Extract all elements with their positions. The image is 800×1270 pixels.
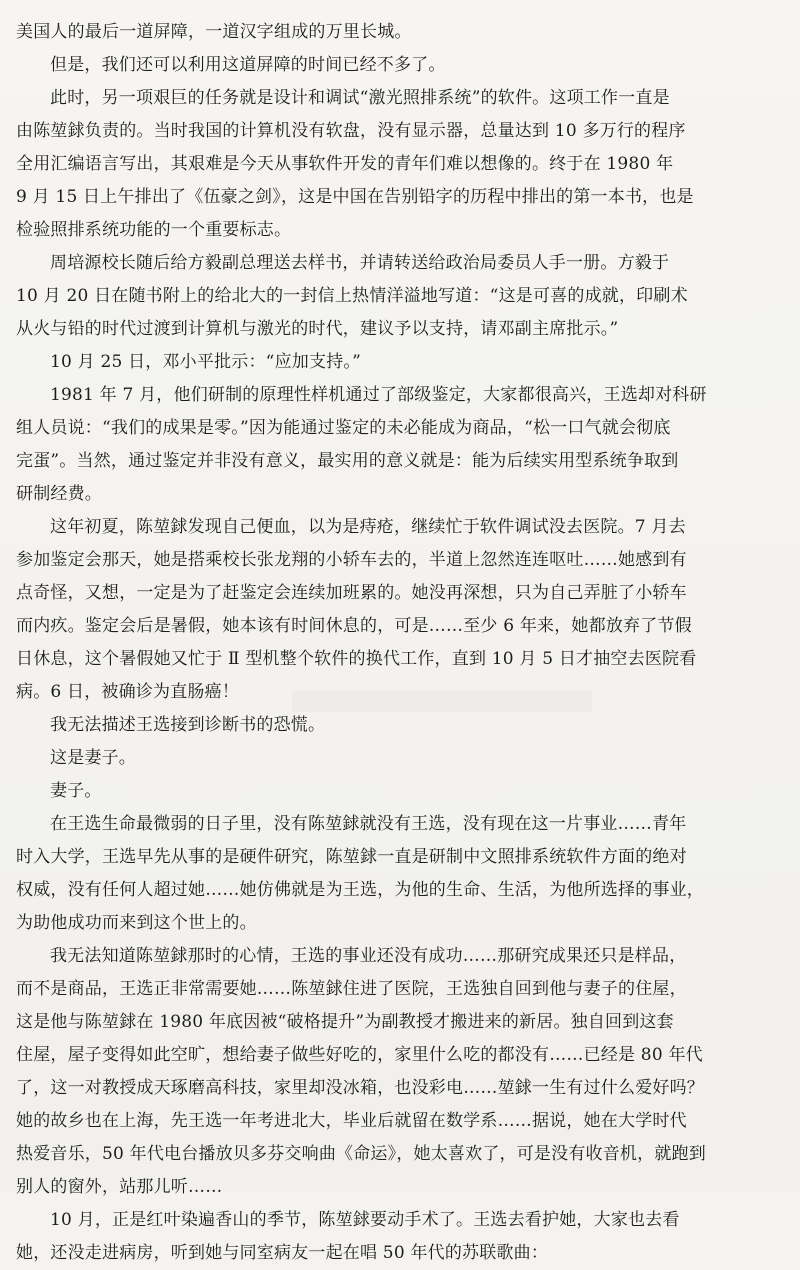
text-line: 妻子。 — [50, 781, 102, 801]
text-line: 从火与铅的时代过渡到计算机与激光的时代，建议予以支持，请邓副主席批示。” — [16, 319, 619, 339]
text-line: 检验照排系统功能的一个重要标志。 — [16, 220, 292, 240]
text-line: 权威，没有任何人超过她……她仿佛就是为王选，为他的生命、生活，为他所选择的事业， — [16, 880, 704, 900]
text-line: 她的故乡也在上海，先王选一年考进北大，毕业后就留在数学系……据说，她在大学时代 — [16, 1111, 687, 1131]
text-line: 全用汇编语言写出，其艰难是今天从事软件开发的青年们难以想像的。终于在 1980 年 — [16, 154, 674, 174]
text-line: 完蛋”。当然，通过鉴定并非没有意义，最实用的意义就是：能为后续实用型系统争取到 — [16, 451, 679, 471]
text-line: 1981 年 7 月，他们研制的原理性样机通过了部级鉴定，大家都很高兴，王选却对科研 — [50, 385, 707, 405]
text-line: 研制经费。 — [16, 484, 102, 504]
text-line: 美国人的最后一道屏障，一道汉字组成的万里长城。 — [16, 22, 412, 42]
text-line: 在王选生命最微弱的日子里，没有陈堃銶就没有王选，没有现在这一片事业……青年 — [50, 814, 687, 834]
text-line: 我无法知道陈堃銶那时的心情，王选的事业还没有成功……那研究成果还只是样品， — [50, 946, 687, 966]
text-line: 10 月 20 日在随书附上的给北大的一封信上热情洋溢地写道：“这是可喜的成就，印刷术 — [16, 286, 688, 306]
text-line: 参加鉴定会那天，她是搭乘校长张龙翔的小轿车去的，半道上忽然连连呕吐……她感到有 — [16, 550, 687, 570]
text-line: 这是妻子。 — [50, 748, 136, 768]
text-line: 但是，我们还可以利用这道屏障的时间已经不多了。 — [50, 55, 446, 75]
article-body — [16, 16, 786, 1270]
text-line: 由陈堃銶负责的。当时我国的计算机没有软盘，没有显示器，总量达到 10 多万行的程序 — [16, 121, 686, 141]
text-line: 她，还没走进病房，听到她与同室病友一起在唱 50 年代的苏联歌曲： — [16, 1243, 549, 1263]
scan-smudge — [292, 690, 592, 712]
text-line: 日休息，这个暑假她又忙于 Ⅱ 型机整个软件的换代工作，直到 10 月 5 日才抽空去医院看 — [16, 649, 697, 669]
text-line: 这是他与陈堃銶在 1980 年底因被“破格提升”为副教授才搬进来的新居。独自回到这套 — [16, 1012, 674, 1032]
text-line: 而不是商品，王选正非常需要她……陈堃銶住进了医院，王选独自回到他与妻子的住屋， — [16, 979, 687, 999]
text-line: 10 月，正是红叶染遍香山的季节，陈堃銶要动手术了。王选去看护她，大家也去看 — [50, 1210, 680, 1230]
text-line: 周培源校长随后给方毅副总理送去样书，并请转送给政治局委员人手一册。方毅于 — [50, 253, 670, 273]
text-line: 9 月 15 日上午排出了《伍豪之剑》，这是中国在告别铅字的历程中排出的第一本书，也是 — [16, 187, 694, 207]
text-line: 病。6 日，被确诊为直肠癌！ — [16, 682, 240, 702]
text-line: 我无法描述王选接到诊断书的恐慌。 — [50, 715, 326, 735]
text-line: 这年初夏，陈堃銶发现自己便血，以为是痔疮，继续忙于软件调试没去医院。7 月去 — [50, 517, 686, 537]
text-line: 热爱音乐，50 年代电台播放贝多芬交响曲《命运》，她太喜欢了，可是没有收音机，就跑到 — [16, 1144, 706, 1164]
text-line: 而内疚。鉴定会后是暑假，她本该有时间休息的，可是……至少 6 年来，她都放弃了节假 — [16, 616, 692, 636]
text-line: 时入大学，王选早先从事的是硬件研究，陈堃銶一直是研制中文照排系统软件方面的绝对 — [16, 847, 687, 867]
text-line: 10 月 25 日，邓小平批示：“应加支持。” — [50, 352, 361, 372]
text-line: 别人的窗外，站那儿听…… — [16, 1177, 223, 1197]
text-line: 组人员说：“我们的成果是零。”因为能通过鉴定的未必能成为商品，“松一口气就会彻底 — [16, 418, 671, 438]
text-line: 了，这一对教授成天琢磨高科技，家里却没冰箱，也没彩电……堃銶一生有过什么爱好吗？ — [16, 1078, 704, 1098]
text-line: 点奇怪，又想，一定是为了赶鉴定会连续加班累的。她没再深想，只为自己弄脏了小轿车 — [16, 583, 687, 603]
text-line: 为助他成功而来到这个世上的。 — [16, 913, 257, 933]
text-line: 此时，另一项艰巨的任务就是设计和调试“激光照排系统”的软件。这项工作一直是 — [50, 88, 670, 108]
text-line: 住屋，屋子变得如此空旷，想给妻子做些好吃的，家里什么吃的都没有……已经是 80 年代 — [16, 1045, 703, 1065]
